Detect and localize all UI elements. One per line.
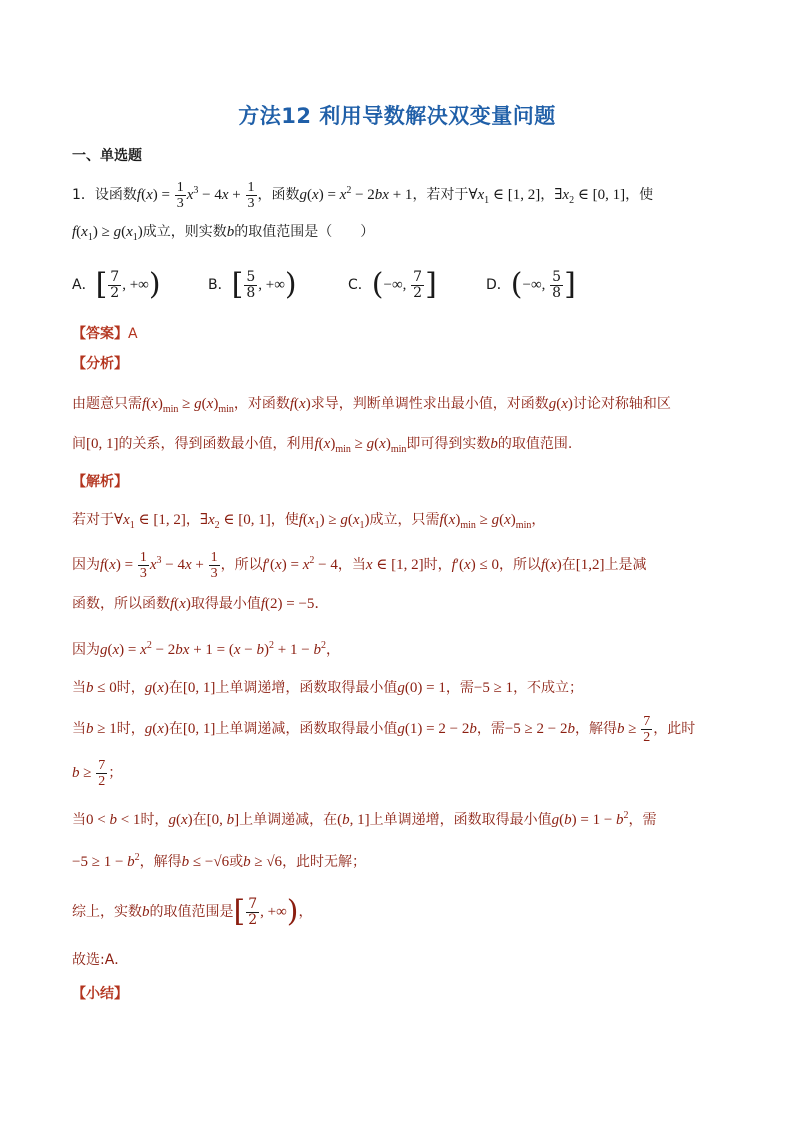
question-1-line-2: $f(x_1) \ge g(x_1)$成立，则实数b的取值范围是（ ） xyxy=(72,224,375,243)
page-title: 方法12 利用导数解决双变量问题 xyxy=(238,104,556,128)
analysis-line-2: 间[0, 1]的关系，得到函数最小值，利用$f(x)_{min} \ge g(x)_{min}$即可得到实数b的取值范围. xyxy=(72,436,573,455)
question-1-line-1: 1．设函数f(x) = $\frac{1}{3}$ $x^3 - 4x$ + $\frac{1}{3}$ ，函数$g(x) = x^2 - 2bx + 1$，若对于$\forall x_1$ ∈ [1, 2]，$\exists x_2$ ∈ [0, 1]，使 xyxy=(72,180,654,212)
analysis-line-1: 由题意只需$f(x)_{min} \ge g(x)_{min}$，对函数f(x)求导，判断单调性求出最小值，对函数g(x)讨论对称轴和区 xyxy=(72,396,671,415)
solution-line-8: 当0 < b < 1时，g(x)在[0, b]上单调递减，在(b, 1]上单调递增，函数取得最小值$g(b) = 1 - b^2$，需 xyxy=(72,810,657,828)
option-d[interactable]: D．(−∞, $\frac{5}{8}$ ] xyxy=(486,267,576,302)
solution-line-7: b ≥ $\frac{7}{2}$ ； xyxy=(72,758,123,790)
section-heading: 一、单选题 xyxy=(72,148,142,164)
option-b[interactable]: B．[ $\frac{5}{8}$ , +∞) xyxy=(208,267,297,302)
option-c[interactable]: C．(−∞, $\frac{7}{2}$ ] xyxy=(348,267,437,302)
solution-line-6: 当b ≥ 1时，g(x)在[0, 1]上单调递减，函数取得最小值g(1) = 2 − 2b，需−5 ≥ 2 − 2b，解得b ≥ $\frac{7}{2}$ ，此时 xyxy=(72,714,696,746)
summary-heading: 【小结】 xyxy=(72,986,128,1002)
solution-line-2: 因为f(x) = $\frac{1}{3}$ $x^3 - 4x$ + $\frac{1}{3}$ ，所以$f'(x) = x^2 - 4$，当x ∈ [1, 2]时，f′(x) ≤ 0，所以f(x)在[1,2]上是减 xyxy=(72,550,647,582)
solution-line-3: 函数，所以函数f(x)取得最小值f(2) = −5． xyxy=(72,596,329,612)
analysis-heading: 【分析】 xyxy=(72,356,128,372)
solution-line-10: 综上，实数b的取值范围是[ $\frac{7}{2}$ , +∞)， xyxy=(72,894,313,929)
solution-line-1: 若对于$\forall x_1$ ∈ [1, 2]，$\exists x_2$ ∈ [0, 1]，使$f(x_1) \ge g(x_1)$成立，只需$f(x)_{min} \ge g(x)_{min}$， xyxy=(72,512,546,531)
solution-line-11: 故选:A． xyxy=(72,952,129,968)
solution-line-4: 因为$g(x) = x^2 - 2bx + 1 = (x - b)^2 + 1 - b^2$， xyxy=(72,640,340,658)
solution-line-9: $-5 \ge 1 - b^2$，解得b ≤ −√6或b ≥ √6，此时无解； xyxy=(72,852,367,870)
solution-line-5: 当b ≤ 0时，g(x)在[0, 1]上单调递增，函数取得最小值g(0) = 1，需−5 ≥ 1，不成立； xyxy=(72,680,584,696)
solution-heading: 【解析】 xyxy=(72,474,128,490)
option-a[interactable]: A．[ $\frac{7}{2}$ , +∞) xyxy=(72,267,161,302)
answer-line: 【答案】A xyxy=(72,326,138,342)
